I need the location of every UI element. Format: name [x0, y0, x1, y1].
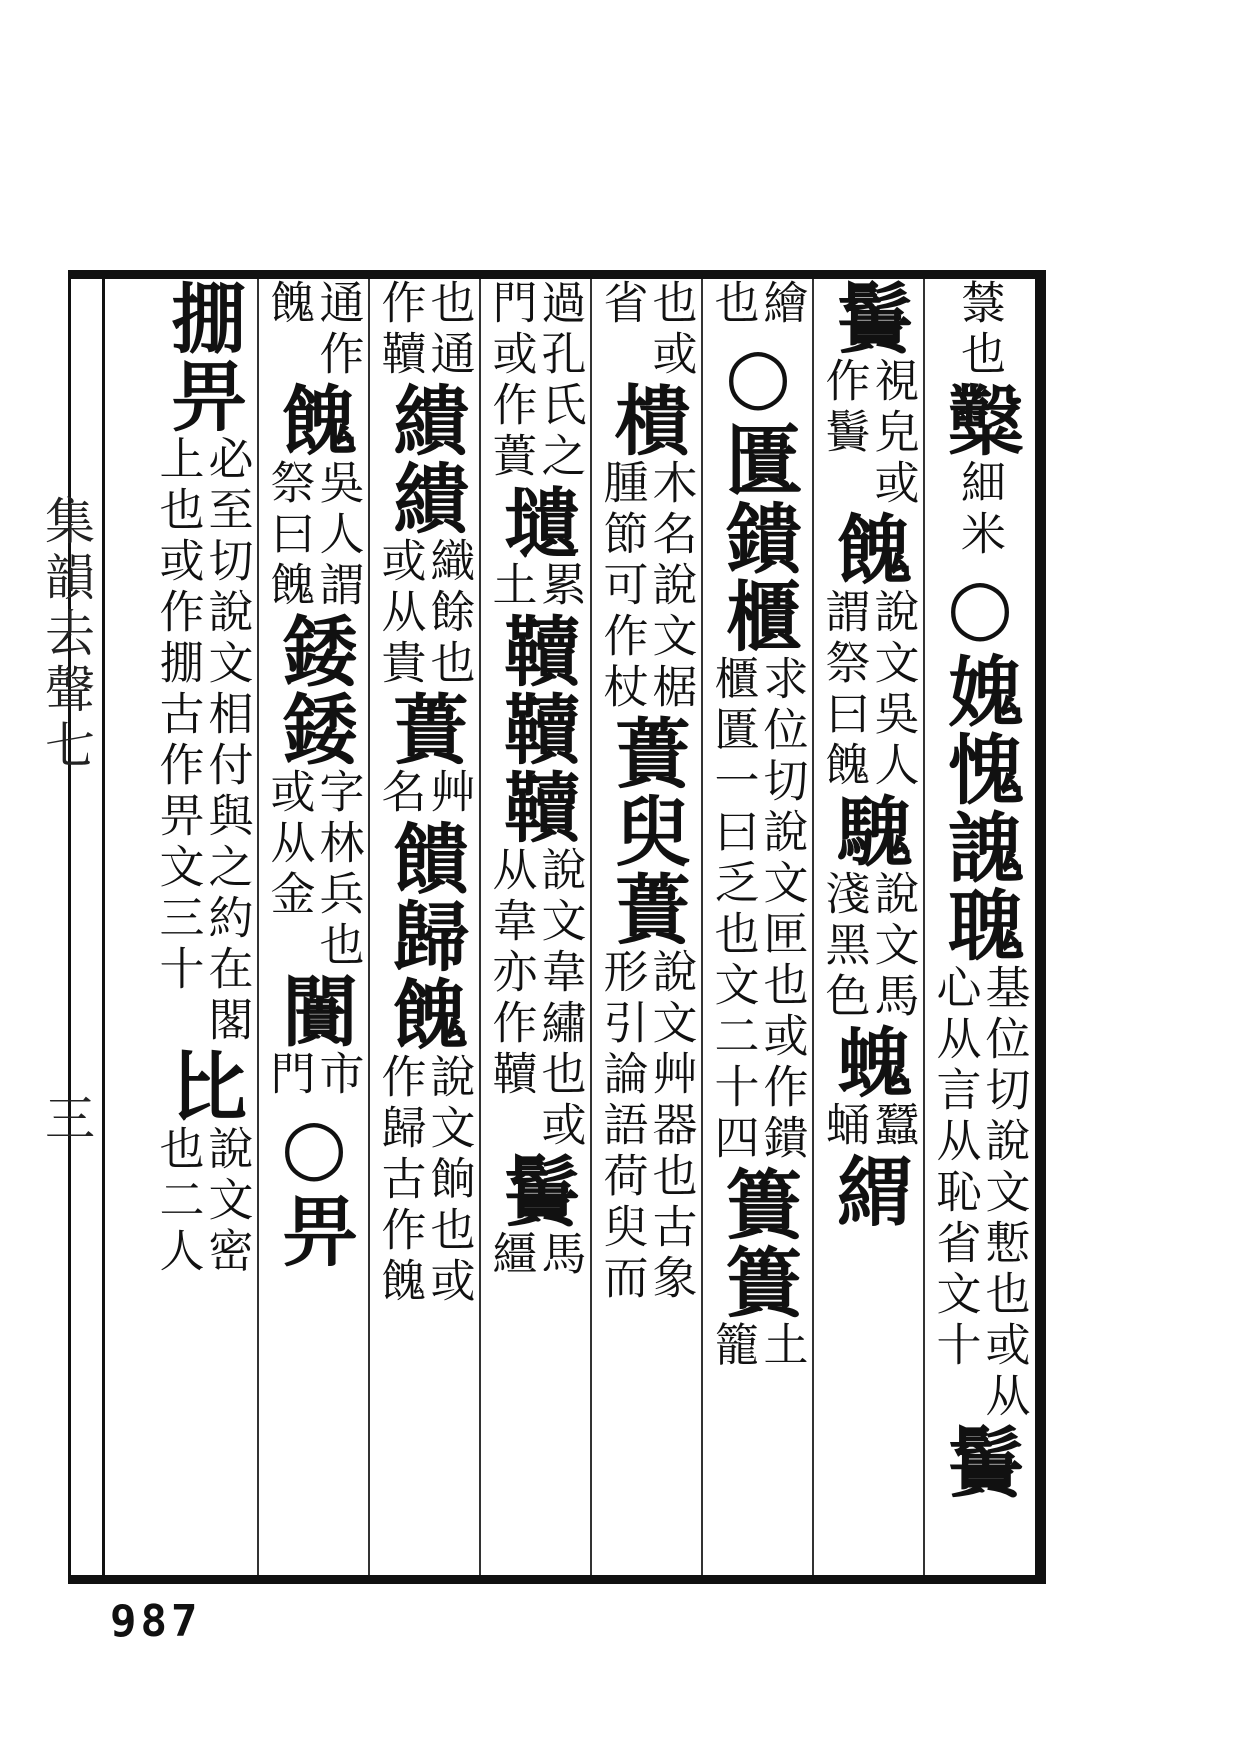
- annotation-left-line: 名: [373, 768, 427, 819]
- annotation-left-line: 繮: [484, 1230, 538, 1281]
- annotation-right-line: 木名說文椐: [644, 459, 698, 714]
- annotation-left-line: 上也或作掤古作畀文三十: [151, 435, 205, 996]
- annotation-right-line: 艸: [422, 768, 476, 819]
- headword: 螝: [824, 1023, 914, 1101]
- gutter-rule: [102, 270, 105, 1584]
- annotation-right-line: 視皃或: [866, 357, 920, 510]
- annotation-left-line: 作韇: [373, 279, 427, 381]
- annotation-right-line: 也或: [644, 279, 698, 381]
- column-rule: [923, 279, 925, 1575]
- headword: 䰎: [491, 1152, 581, 1230]
- annotation-right-line: 織餘也: [422, 537, 476, 690]
- headword: 繢繢: [380, 381, 470, 537]
- annotation-right-line: 市: [311, 1050, 365, 1101]
- annotation-right-line: 必至切說文相付與之約在閣: [200, 435, 254, 1047]
- headword: 緭: [824, 1152, 914, 1230]
- annotation-right-line: 繪: [755, 279, 809, 330]
- annotation-left-line: 或从貴: [373, 537, 427, 690]
- annotation-right-line: 㯟也: [953, 279, 1006, 381]
- annotation-left-line: 或从金: [262, 768, 316, 921]
- annotation-left-line: 也: [706, 279, 760, 330]
- column-rule: [368, 279, 370, 1575]
- annotation: [706, 279, 809, 330]
- headword: 餽: [824, 510, 914, 588]
- annotation: [151, 435, 254, 1047]
- headword: 饋歸餽: [380, 819, 470, 1053]
- page-number: 987: [110, 1596, 202, 1647]
- annotation-left-line: 心从言从恥省文十: [928, 964, 982, 1372]
- headword: 餽: [269, 381, 359, 459]
- annotation-right-line: 說文艸器也古象: [644, 948, 698, 1305]
- annotation: [373, 1053, 476, 1308]
- annotation-right-line: 土: [755, 1321, 809, 1372]
- annotation: [484, 279, 587, 483]
- column-rule: [812, 279, 814, 1575]
- annotation-right-line: 通作: [311, 279, 365, 381]
- annotation-left-line: 門: [262, 1050, 316, 1101]
- annotation: [817, 870, 920, 1023]
- gutter-title: 集韻去聲七: [37, 495, 95, 775]
- annotation: [262, 459, 365, 612]
- headword: 䰎: [824, 279, 914, 357]
- column-rule: [257, 279, 259, 1575]
- headword: 騩: [824, 792, 914, 870]
- gutter-page-number: 三: [37, 1092, 95, 1148]
- annotation: [373, 279, 476, 381]
- annotation-left-line: 形引論語荷臾而: [595, 948, 649, 1305]
- annotation-right-line: 吳人謂: [311, 459, 365, 612]
- headword: 掤畀: [158, 279, 248, 435]
- annotation-left-line: 餽: [262, 279, 316, 330]
- annotation: [595, 279, 698, 381]
- annotation-right-line: 說文密: [200, 1125, 254, 1278]
- annotation-right-line: 求位切說文匣也或作鐀: [755, 655, 809, 1165]
- annotation-left-line: 也二人: [151, 1125, 205, 1278]
- annotation: [373, 537, 476, 690]
- annotation: [484, 561, 587, 612]
- annotation: [706, 1321, 809, 1372]
- headword: 簣簣: [713, 1165, 803, 1321]
- annotation: [373, 768, 476, 819]
- column-rule: [590, 279, 592, 1575]
- headword: 蕢臾蕢: [602, 714, 692, 948]
- annotation: [817, 1101, 920, 1152]
- annotation-left-line: 祭曰餽: [262, 459, 316, 612]
- headword: 壝: [491, 483, 581, 561]
- text-column: [369, 279, 480, 1575]
- annotation-left-line: 土: [484, 561, 538, 612]
- annotation-left-line: 淺黑色: [817, 870, 871, 1023]
- text-column: [480, 279, 591, 1575]
- annotation: [928, 964, 1031, 1423]
- annotation-left-line: 門或作蕢: [484, 279, 538, 483]
- annotation: [817, 588, 920, 792]
- annotation: [595, 459, 698, 714]
- annotation-left-line: 省: [595, 279, 649, 330]
- annotation-left-line: 作歸古作餽: [373, 1053, 427, 1308]
- headword: 韇韇韇: [491, 612, 581, 846]
- annotation: [262, 768, 365, 972]
- annotation-right-line: 過孔氏之: [533, 279, 587, 483]
- text-column: [813, 279, 924, 1575]
- annotation-left-line: 作䰎: [817, 357, 871, 459]
- annotation-right-line: 說文韋繡也或: [533, 846, 587, 1152]
- annotation-right-line: 說文餉也或: [422, 1053, 476, 1308]
- headword: 蕢: [380, 690, 470, 768]
- text-column: [591, 279, 702, 1575]
- annotation-right-line: 細米: [953, 459, 1006, 561]
- annotation: [262, 1050, 365, 1101]
- text-column: [702, 279, 813, 1575]
- annotation-right-line: 蠶: [866, 1101, 920, 1152]
- annotation: [953, 459, 1006, 561]
- annotation: [817, 357, 920, 510]
- annotation-right-line: 也通: [422, 279, 476, 381]
- annotation-right-line: 字林兵也: [311, 768, 365, 972]
- headword: 闠: [269, 972, 359, 1050]
- annotation: [484, 846, 587, 1152]
- annotation: [484, 1230, 587, 1281]
- annotation-left-line: 蛹: [817, 1101, 871, 1152]
- headword: ○匱鐀櫃: [713, 330, 803, 655]
- column-rule: [479, 279, 481, 1575]
- annotation-left-line: 謂祭曰餽: [817, 588, 871, 792]
- annotation: [706, 655, 809, 1165]
- annotation-right-line: 馬: [533, 1230, 587, 1281]
- annotation-left-line: 从韋亦作韇: [484, 846, 538, 1101]
- headword: 錗錗: [269, 612, 359, 768]
- headword: ○媿愧謉聭: [935, 561, 1025, 964]
- annotation-left-line: 櫃匱一曰乏也文二十四: [706, 655, 760, 1165]
- text-column: [924, 279, 1035, 1575]
- headword: 糳: [935, 381, 1025, 459]
- annotation: [953, 279, 1006, 381]
- headword: ○畀: [269, 1101, 359, 1270]
- annotation: [595, 948, 698, 1305]
- annotation: [262, 279, 365, 381]
- headword: 比: [158, 1047, 248, 1125]
- column-rule: [701, 279, 703, 1575]
- annotation-left-line: 腫節可作杖: [595, 459, 649, 714]
- text-column: [258, 279, 369, 1575]
- annotation-left-line: 籠: [706, 1321, 760, 1372]
- headword: 䰎: [935, 1423, 1025, 1501]
- annotation-right-line: 累: [533, 561, 587, 612]
- headword: 樻: [602, 381, 692, 459]
- annotation-right-line: 說文吳人: [866, 588, 920, 792]
- text-column: [147, 279, 258, 1575]
- annotation: [151, 1125, 254, 1278]
- annotation-right-line: 說文馬: [866, 870, 920, 1023]
- annotation-right-line: 基位切說文慙也或从: [977, 964, 1031, 1423]
